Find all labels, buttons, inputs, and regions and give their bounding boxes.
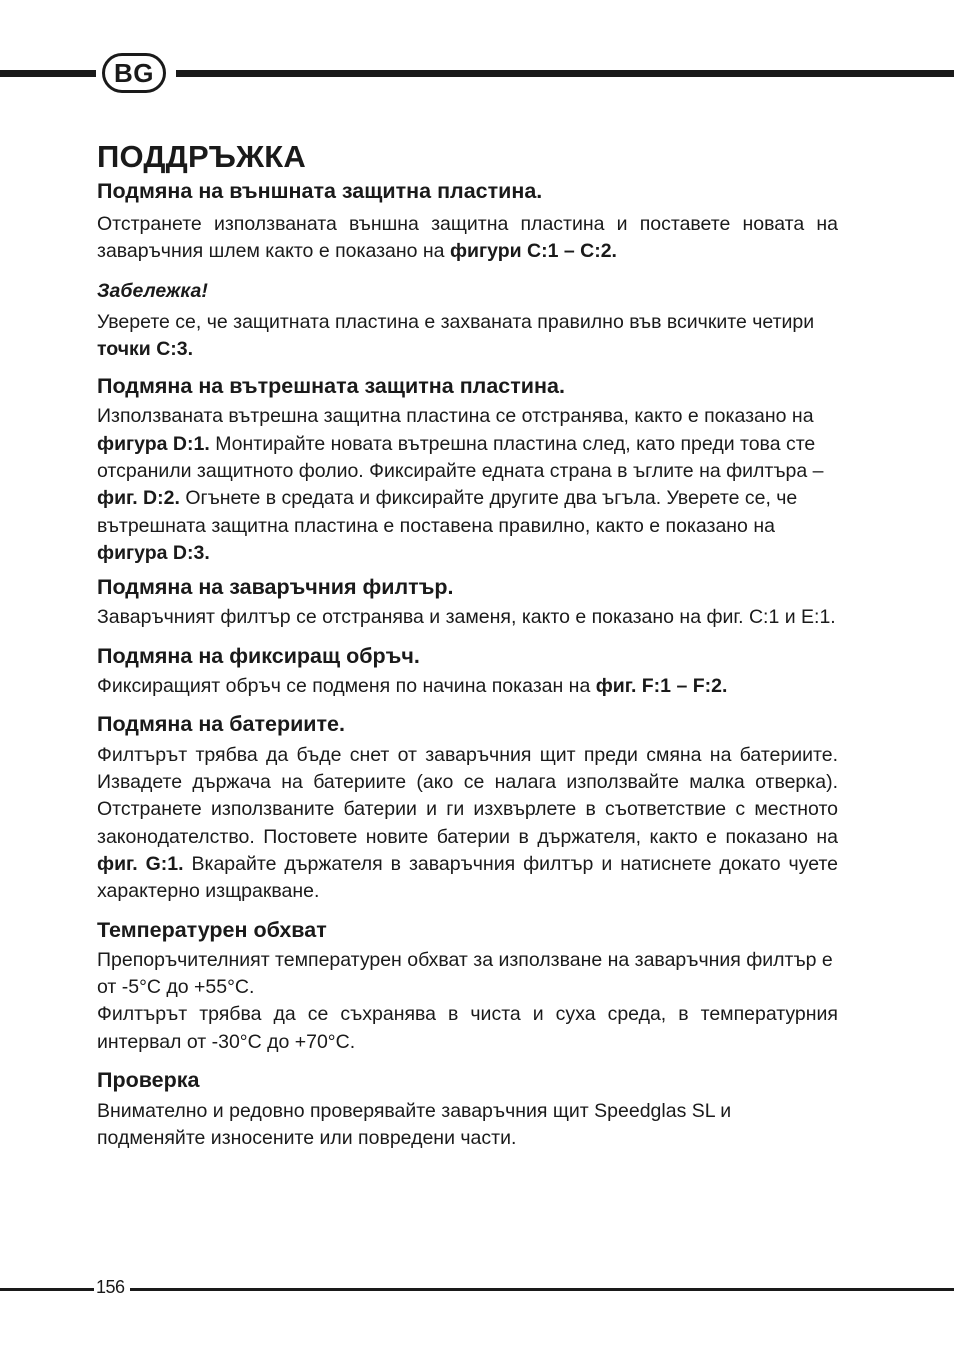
section-heading-welding-filter: Подмяна на заваръчния филтър. [97, 575, 454, 600]
inner-plate-figure-ref-2: фиг. D:2. [97, 487, 180, 510]
footer-rule-left [0, 1288, 94, 1291]
batteries-figure-ref: фиг. G:1. [97, 853, 184, 876]
note-figure-ref: точки С:3. [97, 338, 194, 361]
welding-filter-text: Заваръчният филтър се отстранява и заменя, както е показано на фиг. С:1 и Е:1. [97, 606, 836, 629]
inner-plate-figure-ref-1: фигура D:1. [97, 432, 210, 455]
page-title: ПОДДРЪЖКА [97, 139, 306, 174]
batteries-text [97, 742, 838, 906]
footer-rule-right [130, 1288, 954, 1291]
batteries-text-1: Филтърът трябва да бъде снет от заваръчния щит преди смяна на батериите. Извадете държача на батериите (ако се налага използвайте малка отверка). Отстранете използваните батерии и ги изхвърлете в съответствие с местното законодателство. Постовете новите батерии в държателя, както е показано на [97, 743, 838, 848]
language-badge: BG [102, 53, 166, 93]
header-rule-left [0, 70, 96, 77]
section-heading-fixing-ring: Подмяна на фиксиращ обръч. [97, 643, 420, 668]
outer-plate-text-body: Отстранете използваната външна защитна пластина и поставете новата на заваръчния шлем както е показано на [97, 213, 838, 263]
inner-plate-text-3: Огънете в средата и фиксирайте другите два ъгъла. Уверете се, че вътрешната защитна пластина е поставена правилно, както е показано на [97, 487, 798, 537]
fixing-ring-text-body: Фиксиращият обръч се подменя по начина показан на [97, 674, 596, 697]
section-heading-temperature: Температурен обхват [97, 917, 327, 942]
batteries-text-2: Вкарайте държателя в заваръчния филтър и натиснете докато чуете характерно изщракване. [97, 853, 838, 903]
note-text-body: Уверете се, че защитната пластина е захваната правилно във всичките четири [97, 310, 815, 333]
temperature-text-2: Филтърът трябва да се съхранява в чиста и суха среда, в температурния интервал от -30°С до +70°С. [97, 1003, 838, 1053]
inner-plate-text [97, 403, 838, 567]
temperature-text-1: Препоръчителният температурен обхват за използване на заваръчния филтър е от -5°С до +55°С. [97, 948, 833, 998]
section-heading-inspection: Проверка [97, 1067, 200, 1092]
inspection-text: Внимателно и редовно проверявайте заваръчния щит Speedglas SL и подменяйте износените или повредени части. [97, 1099, 732, 1150]
fixing-ring-figure-ref: фиг. F:1 – F:2. [595, 674, 728, 697]
inner-plate-text-1: Използваната вътрешна защитна пластина се отстранява, както е показано на [97, 405, 814, 428]
section-heading-outer-plate: Подмяна на външната защитна пластина. [97, 179, 543, 203]
outer-plate-text [97, 211, 838, 266]
note-text [97, 309, 838, 364]
page-content [97, 138, 838, 1152]
header-rule-right [176, 70, 954, 77]
inner-plate-figure-ref-3: фигура D:3. [97, 541, 210, 564]
section-heading-inner-plate: Подмяна на вътрешната защитна пластина. [97, 374, 565, 399]
note-label: Забележка! [97, 279, 208, 302]
section-heading-batteries: Подмяна на батериите. [97, 711, 345, 736]
inner-plate-text-2: Монтирайте новата вътрешна пластина след, като преди това сте отсранили защитното фолио. Фиксирайте едната страна в ъглите на филтъра – [97, 432, 824, 483]
page-number: 156 [96, 1277, 125, 1297]
outer-plate-figure-ref: фигури С:1 – С:2. [449, 240, 617, 263]
fixing-ring-text [97, 673, 838, 700]
